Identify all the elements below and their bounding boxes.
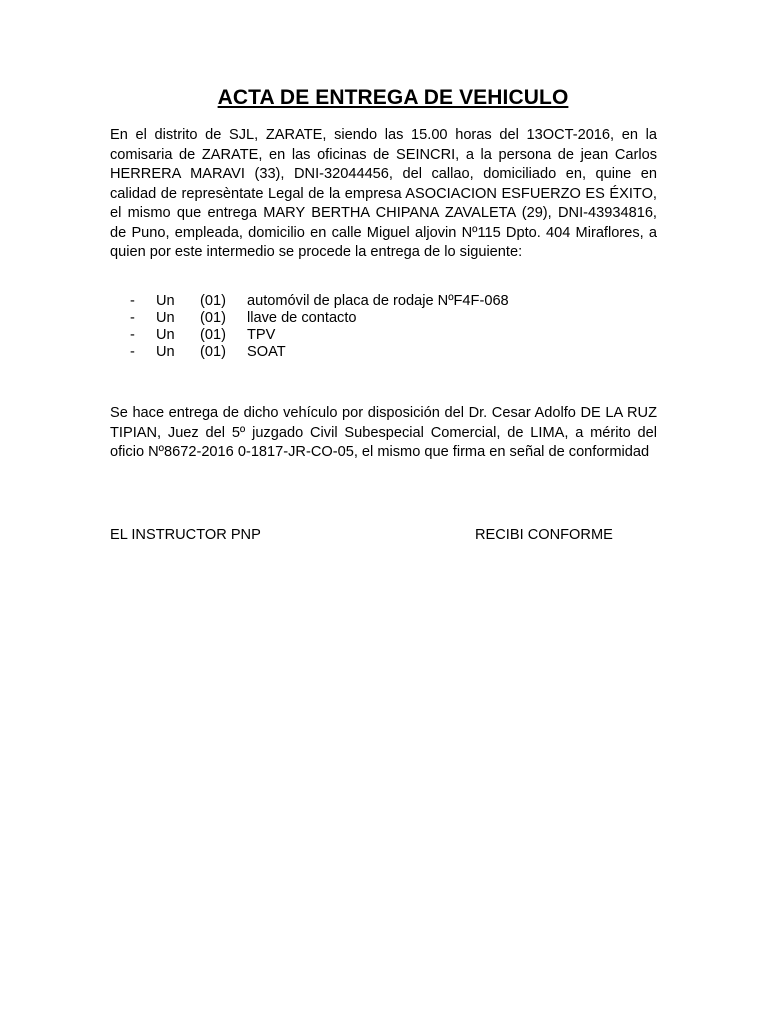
item-quantity-number: (01) <box>200 327 226 343</box>
item-bullet: - <box>130 310 135 326</box>
item-quantity-word: Un <box>156 310 175 326</box>
item-bullet: - <box>130 293 135 309</box>
signature-instructor-label: EL INSTRUCTOR PNP <box>110 527 261 543</box>
item-quantity-number: (01) <box>200 344 226 360</box>
intro-paragraph: En el distrito de SJL, ZARATE, siendo las 15.00 horas del 13OCT-2016, en la comisaria de ZARATE, en las oficinas de SEINCRI, a la persona de jean Carlos HERRERA MARAVI (33), DNI-32044456, del callao, domiciliado en, quine en calidad de represèntate Legal de la empresa ASOCIACION ESFUERZO ES ÉXITO, el mismo que entrega MARY BERTHA CHIPANA ZAVALETA (29), DNI-43934816, de Puno, empleada, domicilio en calle Miguel aljovin Nº115 Dpto. 404 Miraflores, a quien por este intermedio se procede la entrega de lo siguiente: <box>110 127 657 260</box>
item-description: llave de contacto <box>247 310 357 326</box>
signature-receiver-label: RECIBI CONFORME <box>475 527 613 543</box>
item-bullet: - <box>130 344 135 360</box>
item-quantity-number: (01) <box>200 310 226 326</box>
item-description: SOAT <box>247 344 286 360</box>
item-description: TPV <box>247 327 276 343</box>
item-quantity-word: Un <box>156 293 175 309</box>
item-quantity-word: Un <box>156 344 175 360</box>
item-quantity-word: Un <box>156 327 175 343</box>
document-title: ACTA DE ENTREGA DE VEHICULO <box>217 86 569 109</box>
disposition-paragraph: Se hace entrega de dicho vehículo por disposición del Dr. Cesar Adolfo DE LA RUZ TIPIAN, Juez del 5º juzgado Civil Subespecial Comercial, de LIMA, a mérito del oficio Nº8672-2016 0-1817-JR-CO-05, el mismo que firma en señal de conformidad <box>110 405 657 460</box>
item-quantity-number: (01) <box>200 293 226 309</box>
item-bullet: - <box>130 327 135 343</box>
item-description: automóvil de placa de rodaje NºF4F-068 <box>247 293 509 309</box>
